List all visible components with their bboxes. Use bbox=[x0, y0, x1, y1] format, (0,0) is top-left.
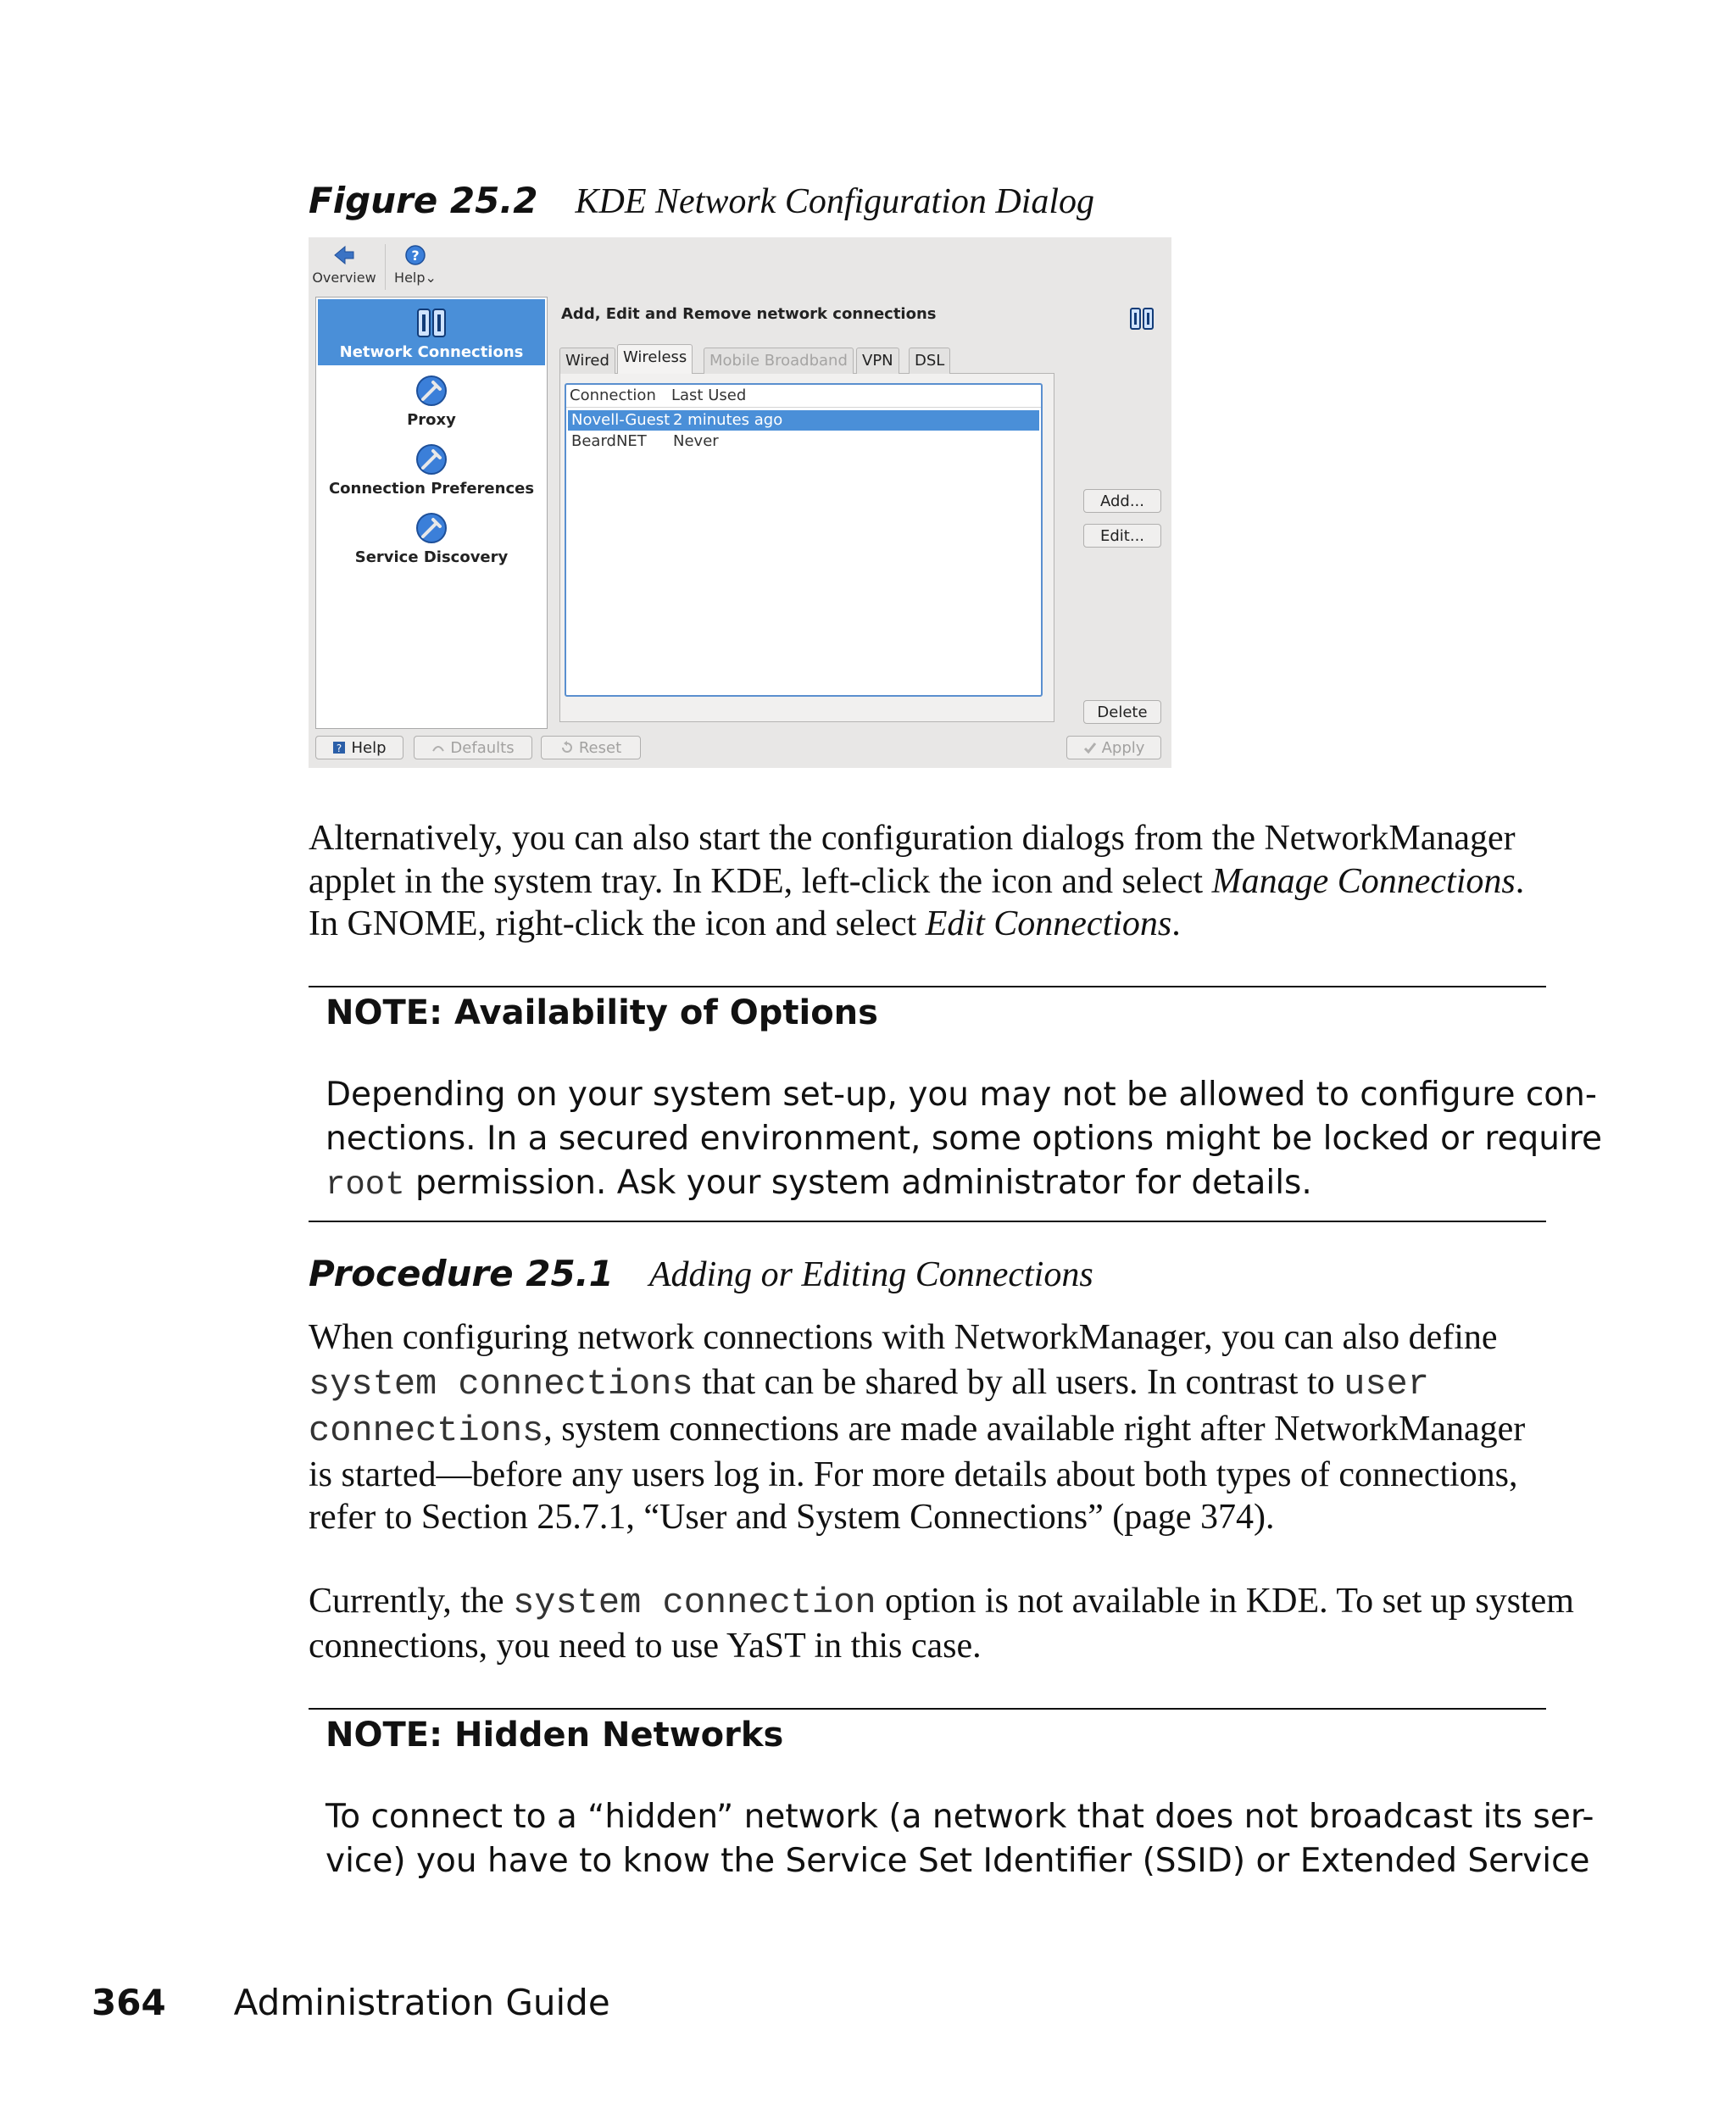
procedure-title: Adding or Editing Connections bbox=[648, 1255, 1093, 1294]
svg-text:?: ? bbox=[337, 743, 342, 754]
checkmark-icon bbox=[1083, 741, 1097, 754]
note-hidden-top-rule bbox=[309, 1708, 1546, 1710]
para1-line2 bbox=[309, 860, 1546, 904]
list-item[interactable] bbox=[568, 410, 1039, 431]
help-book-icon bbox=[332, 741, 346, 754]
service-discovery-icon bbox=[415, 511, 448, 545]
para2-line5: refer to Section 25.7.1, “User and System Connections” (page 374). bbox=[309, 1498, 1275, 1537]
note-availability-body bbox=[326, 1073, 1603, 1207]
paragraph-kde-limitation bbox=[309, 1580, 1574, 1667]
apply-button[interactable] bbox=[1066, 736, 1161, 759]
overview-button[interactable] bbox=[310, 242, 378, 286]
connection-name: Novell-Guest bbox=[571, 411, 670, 429]
help-button-label: Help bbox=[351, 739, 387, 757]
tab-wired[interactable]: Wired bbox=[559, 348, 615, 374]
help-menu-button[interactable] bbox=[388, 242, 442, 286]
help-icon bbox=[403, 242, 428, 268]
para1-text: applet in the system tray. In KDE, left-click the icon and select bbox=[309, 861, 1212, 901]
note-hidden-title: NOTE: Hidden Networks bbox=[326, 1716, 784, 1755]
tab-vpn[interactable]: VPN bbox=[856, 348, 899, 374]
sidebar-item-network-connections[interactable] bbox=[318, 299, 545, 365]
para1-line3 bbox=[309, 903, 1546, 946]
procedure-caption bbox=[309, 1253, 1093, 1295]
note1-text: permission. Ask your system administrator for details. bbox=[404, 1164, 1312, 1202]
sidebar-label-connection-preferences: Connection Preferences bbox=[328, 480, 535, 498]
column-connection[interactable]: Connection bbox=[570, 387, 656, 404]
overview-label: Overview bbox=[312, 270, 376, 286]
para3-line1 bbox=[309, 1580, 1574, 1625]
para2-line3 bbox=[309, 1407, 1546, 1454]
sidebar-label-network-connections: Network Connections bbox=[339, 343, 524, 361]
sidebar-item-connection-preferences[interactable] bbox=[316, 442, 547, 498]
para3-text: option is not available in KDE. To set up system bbox=[876, 1582, 1574, 1621]
paragraph-intro bbox=[309, 817, 1546, 946]
para1-period: . bbox=[1171, 904, 1181, 943]
kde-network-dialog bbox=[309, 237, 1171, 768]
para2-line4: is started—before any users log in. For more details about both types of connections, bbox=[309, 1455, 1518, 1494]
sidebar bbox=[315, 297, 548, 729]
edit-button[interactable]: Edit... bbox=[1083, 524, 1161, 548]
tab-mobile-broadband[interactable]: Mobile Broadband bbox=[704, 348, 854, 374]
para3-text: Currently, the bbox=[309, 1582, 514, 1621]
tab-wireless[interactable]: Wireless bbox=[617, 344, 693, 374]
sidebar-item-proxy[interactable] bbox=[316, 374, 547, 429]
para1-period: . bbox=[1515, 861, 1525, 901]
para2-line2 bbox=[309, 1360, 1546, 1407]
defaults-button[interactable] bbox=[414, 736, 532, 759]
note2-line1: To connect to a “hidden” network (a network that does not broadcast its ser- bbox=[326, 1798, 1594, 1836]
reset-icon bbox=[560, 741, 574, 754]
para1-line1: Alternatively, you can also start the configuration dialogs from the NetworkManager bbox=[309, 819, 1516, 858]
network-module-icon bbox=[1129, 305, 1155, 332]
para1-text: In GNOME, right-click the icon and select bbox=[309, 904, 926, 943]
last-used: Never bbox=[673, 432, 719, 450]
page-footer bbox=[92, 1982, 610, 2023]
help-button[interactable] bbox=[315, 736, 403, 759]
note-hidden-body bbox=[326, 1795, 1594, 1883]
manage-connections-term: Manage Connections bbox=[1211, 861, 1516, 901]
note1-line2: nections. In a secured environment, some options might be locked or require bbox=[326, 1120, 1603, 1158]
last-used: 2 minutes ago bbox=[673, 411, 783, 429]
para2-text: that can be shared by all users. In contrast to bbox=[693, 1363, 1344, 1402]
procedure-number: Procedure 25.1 bbox=[309, 1253, 614, 1294]
user-code: user bbox=[1344, 1364, 1429, 1404]
add-button[interactable]: Add... bbox=[1083, 489, 1161, 513]
note-top-rule bbox=[309, 986, 1546, 987]
para2-line1: When configuring network connections with NetworkManager, you can also define bbox=[309, 1318, 1498, 1357]
toolbar-separator bbox=[385, 244, 386, 290]
connection-name: BeardNET bbox=[571, 432, 647, 450]
reset-button-label: Reset bbox=[578, 739, 622, 757]
help-menu-label: Help⌄ bbox=[394, 270, 437, 286]
tab-dsl[interactable]: DSL bbox=[909, 348, 950, 374]
para2-text: , system connections are made available right after NetworkManager bbox=[543, 1410, 1526, 1449]
note1-line3 bbox=[326, 1161, 1538, 1207]
sidebar-label-service-discovery: Service Discovery bbox=[354, 548, 509, 566]
proxy-icon bbox=[415, 374, 448, 408]
dialog-heading: Add, Edit and Remove network connections bbox=[561, 305, 937, 323]
figure-caption bbox=[309, 180, 1094, 222]
page-number: 364 bbox=[92, 1982, 166, 2023]
list-header bbox=[566, 385, 1041, 408]
connection-preferences-icon bbox=[415, 442, 448, 476]
reset-button[interactable] bbox=[541, 736, 641, 759]
defaults-button-label: Defaults bbox=[450, 739, 515, 757]
edit-connections-term: Edit Connections bbox=[925, 904, 1172, 943]
root-code: root bbox=[326, 1166, 405, 1204]
apply-button-label: Apply bbox=[1101, 739, 1145, 757]
note-bottom-rule bbox=[309, 1221, 1546, 1222]
note2-line2: vice) you have to know the Service Set Identifier (SSID) or Extended Service bbox=[326, 1842, 1590, 1880]
sidebar-label-proxy: Proxy bbox=[407, 411, 456, 429]
back-arrow-icon bbox=[331, 242, 357, 268]
sidebar-item-service-discovery[interactable] bbox=[316, 511, 547, 566]
system-connections-code: system connections bbox=[309, 1364, 693, 1404]
para3-line2: connections, you need to use YaST in this case. bbox=[309, 1626, 982, 1666]
list-item[interactable] bbox=[568, 431, 1039, 452]
defaults-icon bbox=[431, 741, 445, 754]
column-last-used[interactable]: Last Used bbox=[671, 387, 747, 404]
connections-list[interactable] bbox=[565, 383, 1043, 697]
connections-code: connections bbox=[309, 1410, 544, 1451]
figure-title: KDE Network Configuration Dialog bbox=[575, 182, 1095, 221]
svg-text:?: ? bbox=[411, 248, 420, 264]
delete-button[interactable]: Delete bbox=[1083, 700, 1161, 724]
book-title: Administration Guide bbox=[233, 1982, 610, 2023]
network-connections-icon bbox=[415, 304, 448, 340]
note-availability-title: NOTE: Availability of Options bbox=[326, 993, 878, 1032]
note1-line1: Depending on your system set-up, you may not be allowed to configure con- bbox=[326, 1076, 1597, 1114]
system-connection-code: system connection bbox=[513, 1582, 876, 1623]
figure-number: Figure 25.2 bbox=[309, 180, 538, 221]
paragraph-system-connections bbox=[309, 1315, 1546, 1538]
